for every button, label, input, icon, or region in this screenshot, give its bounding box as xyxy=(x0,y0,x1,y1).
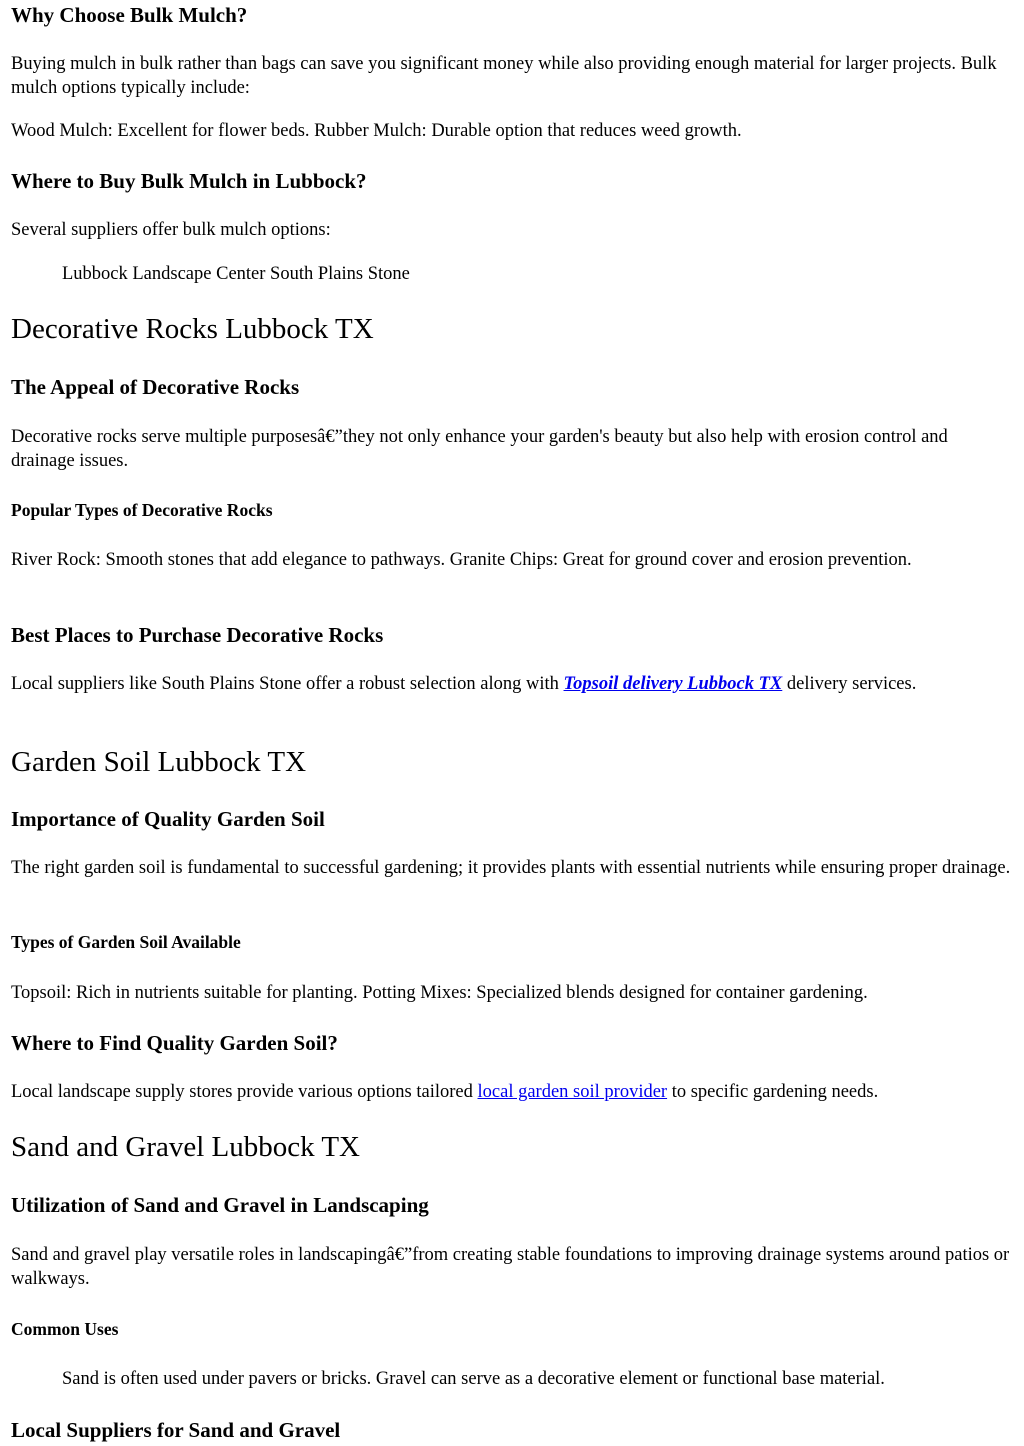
garden-soil-types-paragraph: Topsoil: Rich in nutrients suitable for planting. Potting Mixes: Specialized blends designed for container gardening. xyxy=(11,983,868,1003)
appeal-of-decorative-rocks-heading: The Appeal of Decorative Rocks xyxy=(11,375,300,399)
mulch-suppliers-paragraph: Several suppliers offer bulk mulch options: xyxy=(11,220,331,240)
garden-soil-stores-paragraph xyxy=(11,1081,878,1105)
decorative-rocks-suppliers-paragraph xyxy=(11,673,1011,697)
sand-and-gravel-title: Sand and Gravel Lubbock TX xyxy=(11,1131,360,1163)
local-suppliers-sand-gravel-heading: Local Suppliers for Sand and Gravel xyxy=(11,1418,341,1442)
garden-soil-title: Garden Soil Lubbock TX xyxy=(11,746,307,778)
common-uses-heading: Common Uses xyxy=(11,1319,119,1339)
mulch-suppliers-list: Lubbock Landscape Center South Plains Stone xyxy=(62,264,410,284)
suppliers-text-before: Local suppliers like South Plains Stone offer a robust selection along with xyxy=(11,674,564,694)
common-uses-list: Sand is often used under pavers or bricks. Gravel can serve as a decorative element or functional base material. xyxy=(62,1369,885,1389)
best-places-decorative-rocks-heading: Best Places to Purchase Decorative Rocks xyxy=(11,623,384,647)
bulk-mulch-options-paragraph: Wood Mulch: Excellent for flower beds. Rubber Mulch: Durable option that reduces weed growth. xyxy=(11,121,742,141)
garden-soil-importance-paragraph: The right garden soil is fundamental to successful gardening; it provides plants with essential nutrients while ensuring proper drainage. xyxy=(11,858,1011,878)
garden-soil-types-heading: Types of Garden Soil Available xyxy=(11,932,241,952)
stores-text-before: Local landscape supply stores provide various options tailored xyxy=(11,1082,478,1102)
where-find-garden-soil-heading: Where to Find Quality Garden Soil? xyxy=(11,1031,338,1055)
suppliers-text-after: delivery services. xyxy=(782,674,917,694)
sand-gravel-utilization-paragraph: Sand and gravel play versatile roles in landscapingâ€”from creating stable foundations to improving drainage systems around patios or walkways. xyxy=(11,1245,1010,1289)
importance-garden-soil-heading: Importance of Quality Garden Soil xyxy=(11,807,325,831)
popular-decorative-rocks-heading: Popular Types of Decorative Rocks xyxy=(11,500,273,520)
decorative-rocks-appeal-paragraph: Decorative rocks serve multiple purposesâ€”they not only enhance your garden's beauty but also help with erosion control and drainage issues. xyxy=(11,427,948,471)
decorative-rocks-types-paragraph: River Rock: Smooth stones that add elegance to pathways. Granite Chips: Great for ground cover and erosion prevention. xyxy=(11,550,912,570)
bulk-mulch-intro-paragraph: Buying mulch in bulk rather than bags can save you significant money while also providing enough material for larger projects. Bulk mulch options typically include: xyxy=(11,54,997,98)
where-to-buy-mulch-heading: Where to Buy Bulk Mulch in Lubbock? xyxy=(11,169,367,193)
why-bulk-mulch-heading: Why Choose Bulk Mulch? xyxy=(11,3,248,27)
utilization-sand-gravel-heading: Utilization of Sand and Gravel in Landscaping xyxy=(11,1193,429,1217)
local-garden-soil-provider-link[interactable]: local garden soil provider xyxy=(477,1082,668,1102)
stores-text-after: to specific gardening needs. xyxy=(667,1082,879,1102)
decorative-rocks-title: Decorative Rocks Lubbock TX xyxy=(11,313,374,345)
topsoil-delivery-link[interactable]: Topsoil delivery Lubbock TX xyxy=(563,674,783,694)
